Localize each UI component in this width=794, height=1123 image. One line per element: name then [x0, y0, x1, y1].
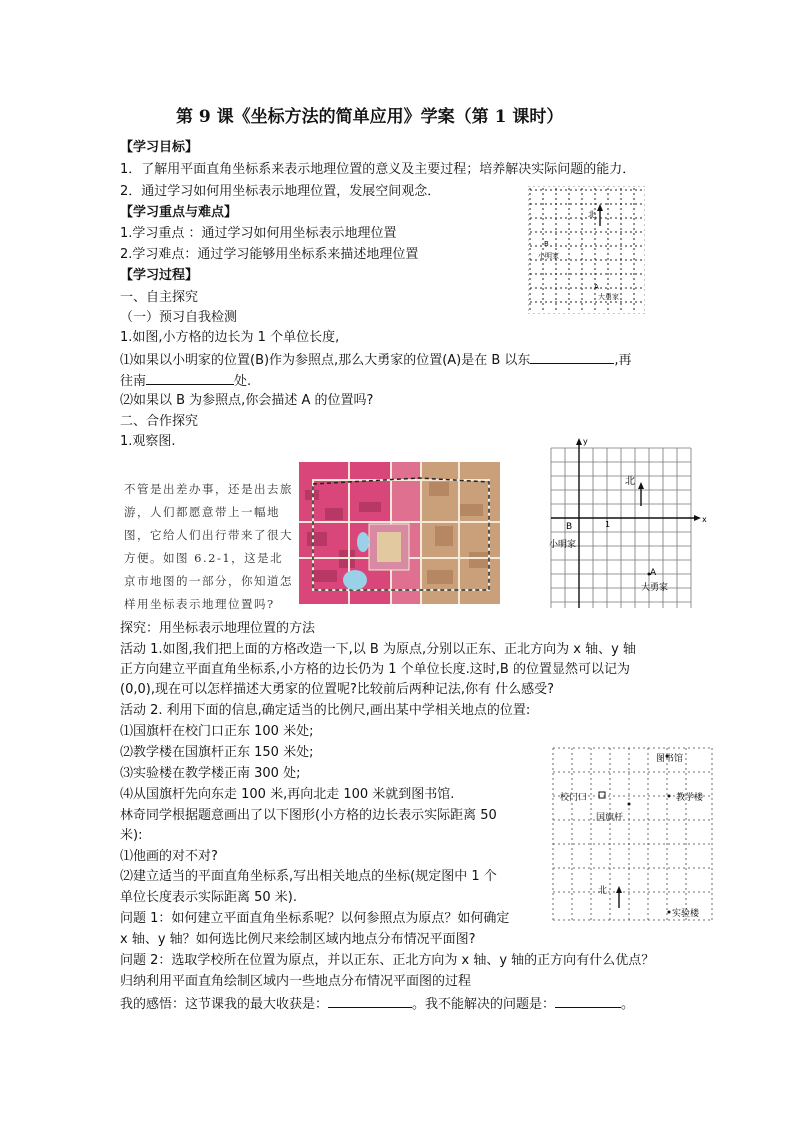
- difficulty-point: 2.学习难点：通过学习能够用坐标系来描述地理位置: [120, 247, 419, 262]
- problem-blank[interactable]: [555, 993, 621, 1008]
- home-a-label: 大勇家: [598, 293, 619, 301]
- key-heading: 【学习重点与难点】: [120, 205, 238, 220]
- activity-1-line2: 正方向建立平面直角坐标系,小方格的边长仍为 1 个单位长度.这时,B 的位置显然可以记为: [120, 662, 630, 677]
- question-1-1-south: 往南: [120, 374, 147, 389]
- question-1-1-line1: [120, 349, 632, 371]
- home-b-label: 小明家: [538, 252, 559, 260]
- linqi-line1: 林奇同学根据题意画出了以下图形(小方格的边长表示实际距离 50: [120, 808, 497, 823]
- point-a-label: A: [594, 283, 599, 291]
- teaching-building-label: 教学楼: [676, 793, 704, 803]
- problem-1-line2: x 轴、y 轴？如何选比例尺来绘制区域内地点分布情况平面图?: [120, 932, 476, 947]
- coordinate-figure-2: [545, 436, 715, 611]
- ask-2-line2: 单位长度表示实际距离 50 米).: [120, 890, 298, 905]
- point-b-label: B: [544, 240, 549, 248]
- answer-blank-east[interactable]: [530, 349, 614, 364]
- point-a-label: A: [650, 568, 657, 578]
- question-1-1-text: ⑴如果以小明家的位置(B)作为参照点,那么大勇家的位置(A)是在 B 以东: [120, 353, 531, 368]
- info-2: ⑵教学楼在国旗杆正东 150 米处;: [120, 745, 314, 760]
- info-1: ⑴国旗杆在校门口正东 100 米处;: [120, 724, 314, 739]
- ask-1: ⑴他画的对不对?: [120, 849, 218, 864]
- key-point: 1.学习重点 ：通过学习如何用坐标表示地理位置: [120, 226, 397, 241]
- page-title: 第 9 课《坐标方法的简单应用》学案（第 1 课时）: [176, 107, 564, 127]
- north-label: 北: [588, 210, 596, 219]
- activity-1-line3: (0,0),现在可以怎样描述大勇家的位置呢?比较前后两种记法,你有 什么感受?: [120, 682, 555, 697]
- goal-2: 2．通过学习如何用坐标表示地理位置，发展空间观念．: [120, 184, 441, 199]
- school-map-figure-3: [552, 746, 714, 922]
- part1-heading: 一、自主探究: [120, 290, 199, 305]
- x-axis-label: x: [702, 515, 707, 524]
- part2-heading: 二、合作探究: [120, 414, 199, 429]
- question-1-1-tail: ,再: [614, 353, 632, 368]
- north-label: 北: [598, 886, 608, 896]
- point-b-label: B: [566, 522, 573, 532]
- library-label: 图书馆: [656, 754, 684, 764]
- question-1-1-line2: [120, 370, 251, 392]
- y-axis-label: y: [583, 437, 588, 446]
- reflection-end: 。: [621, 997, 635, 1012]
- question-1-2: ⑵如果以 B 为参照点,你会描述 A 的位置吗?: [120, 393, 374, 408]
- observe-label: 1.观察图.: [120, 434, 176, 449]
- ask-2-line1: ⑵建立适当的平面直角坐标系,写出相关地点的坐标(规定图中 1 个: [120, 869, 497, 884]
- question-1: 1.如图,小方格的边长为 1 个单位长度,: [120, 330, 340, 345]
- flagpole-label: 国旗杆: [596, 813, 624, 823]
- lab-building-label: 实验楼: [672, 909, 700, 919]
- problem-1-line1: 问题 1：如何建立平面直角坐标系呢？以何参照点为原点？如何确定: [120, 911, 510, 926]
- info-3: ⑶实验楼在教学楼正南 300 处;: [120, 766, 301, 781]
- grid-figure-1: [528, 186, 645, 314]
- explore-heading: 探究：用坐标表示地理位置的方法: [120, 621, 316, 636]
- goals-heading: 【学习目标】: [120, 140, 199, 155]
- goal-1: 1．了解用平面直角坐标系来表示地理位置的意义及主要过程；培养解决实际问题的能力．: [120, 162, 636, 177]
- linqi-line2: 米):: [120, 828, 143, 843]
- unit-one-label: 1: [605, 520, 611, 529]
- north-label: 北: [625, 476, 635, 487]
- reflection-line: [120, 993, 634, 1015]
- home-a-label: 大勇家: [641, 583, 669, 593]
- answer-blank-south[interactable]: [146, 370, 234, 385]
- problem-2: 问题 2：选取学校所在位置为原点，并以正东、正北方向为 x 轴、y 轴的正方向有什么优点？: [120, 953, 655, 968]
- part1-sub: （一）预习自我检测: [120, 310, 238, 325]
- activity-1-line1: 活动 1.如图,我们把上面的方格改造一下,以 B 为原点,分别以正东、正北方向为 x 轴、y 轴: [120, 642, 636, 657]
- gain-blank[interactable]: [328, 993, 412, 1008]
- question-1-1-end: 处.: [234, 374, 252, 389]
- reflection-gain: 我的感悟：这节课我的最大收获是：: [120, 997, 329, 1012]
- process-heading: 【学习过程】: [120, 268, 199, 283]
- map-story-text: 不管是出差办事，还是出去旅游，人们都愿意带上一幅地图，它给人们出行带来了很大方便。如图 6.2-1，这是北京市地图的一部分，你知道怎样用坐标表示地理位置吗?: [124, 482, 293, 611]
- home-b-label: 小明家: [549, 540, 577, 550]
- gate-label: 校门口: [560, 793, 588, 803]
- reflection-problem: 。我不能解决的问题是：: [412, 997, 556, 1012]
- summary: 归纳利用平面直角绘制区域内一些地点分布情况平面图的过程: [120, 974, 472, 989]
- beijing-map-image: [299, 462, 500, 604]
- info-4: ⑷从国旗杆先向东走 100 米,再向北走 100 米就到图书馆.: [120, 787, 455, 802]
- activity-2: 活动 2. 利用下面的信息,确定适当的比例尺,画出某中学相关地点的位置:: [120, 703, 531, 718]
